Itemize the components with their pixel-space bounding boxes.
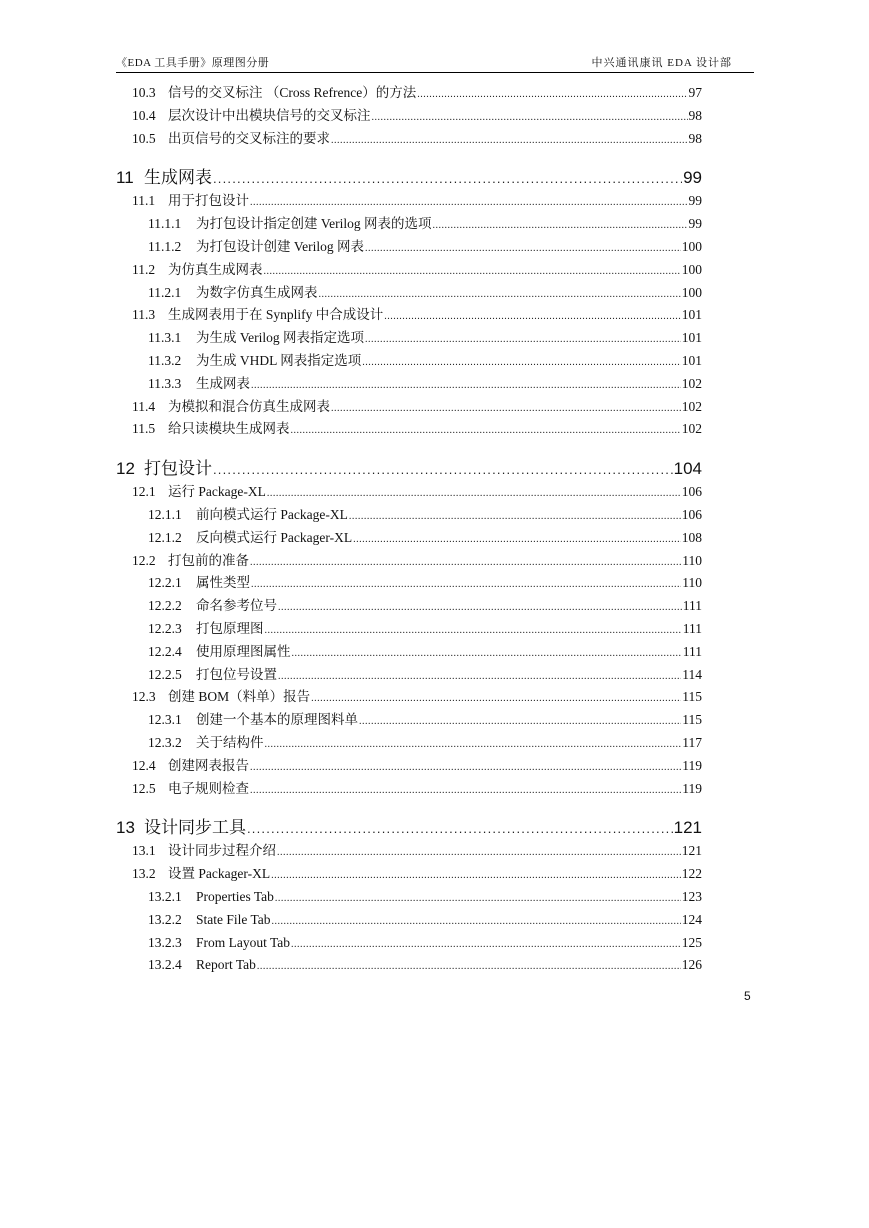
- toc-dot-leader: [417, 84, 687, 107]
- toc-dot-leader: [278, 666, 681, 689]
- toc-dot-leader: [257, 956, 681, 979]
- toc-entry-page: 106: [681, 506, 702, 522]
- toc-entry-page: 110: [682, 552, 702, 568]
- toc-dot-leader: [264, 261, 681, 284]
- toc-dot-leader: [271, 865, 681, 888]
- toc-dot-leader: [267, 483, 681, 506]
- toc-dot-leader: [277, 842, 681, 865]
- toc-entry-page: 125: [681, 934, 702, 950]
- toc-dot-leader: [251, 574, 681, 597]
- toc-entry-number: 11.3.3: [148, 375, 182, 391]
- toc-entry-number: 12.3: [132, 689, 156, 705]
- toc-entry[interactable]: [116, 550, 702, 573]
- toc-entry-page: 100: [681, 284, 702, 300]
- toc-entry-title: 创建网表报告: [168, 757, 249, 773]
- toc-dot-leader: [275, 888, 681, 911]
- toc-entry-title: 设置 Packager-XL: [168, 866, 271, 882]
- toc-entry-page: 117: [682, 734, 702, 750]
- toc-entry-page: 111: [682, 598, 702, 614]
- toc-entry-title: 打包位号设置: [196, 666, 277, 682]
- toc-dot-leader: [265, 734, 682, 757]
- toc-entry-title: 为生成 VHDL 网表指定选项: [196, 352, 362, 368]
- toc-entry-number: 12.2.1: [148, 575, 182, 591]
- toc-entry-title: 打包原理图: [196, 620, 264, 636]
- toc-entry-number: 11.1: [132, 193, 156, 209]
- toc-entry-page: 126: [681, 957, 702, 973]
- toc-entry-page: 100: [681, 261, 702, 277]
- toc-entry-title: 设计同步工具: [144, 818, 246, 838]
- toc-dot-leader: [331, 398, 681, 421]
- toc-dot-leader: [250, 757, 681, 780]
- toc-dot-leader: [331, 130, 688, 153]
- toc-dot-leader: [359, 711, 681, 734]
- toc-entry-number: 12.1: [132, 484, 156, 500]
- toc-entry-title: 为仿真生成网表: [168, 261, 263, 277]
- toc-entry-page: 119: [682, 780, 702, 796]
- toc-entry[interactable]: [116, 282, 702, 305]
- toc-dot-leader: [247, 817, 673, 841]
- toc-chapter-entry[interactable]: [116, 457, 702, 481]
- page-number: 5: [744, 989, 751, 1003]
- toc-dot-leader: [250, 192, 688, 215]
- toc-entry-page: 101: [681, 352, 702, 368]
- toc-entry-number: 11.1.2: [148, 238, 182, 254]
- toc-entry-title: 为数字仿真生成网表: [196, 284, 318, 300]
- toc-entry[interactable]: [116, 595, 702, 618]
- toc-entry-page: 106: [681, 484, 702, 500]
- toc-entry-number: 11.3.1: [148, 330, 182, 346]
- toc-dot-leader: [349, 506, 681, 529]
- toc-dot-leader: [384, 306, 680, 329]
- toc-entry[interactable]: [116, 304, 702, 327]
- toc-dot-leader: [213, 458, 673, 482]
- toc-entry-title: 运行 Package-XL: [168, 484, 266, 500]
- toc-entry-page: 98: [688, 107, 702, 123]
- toc-entry-page: 110: [682, 575, 702, 591]
- toc-dot-leader: [311, 688, 681, 711]
- toc-dot-leader: [250, 552, 681, 575]
- toc-entry-page: 104: [673, 459, 702, 479]
- toc-entry-number: 11: [116, 168, 134, 188]
- toc-entry[interactable]: [116, 618, 702, 641]
- toc-entry-page: 102: [681, 421, 702, 437]
- toc-entry-number: 12.2.2: [148, 598, 182, 614]
- toc-entry-title: 创建一个基本的原理图料单: [196, 712, 358, 728]
- toc-entry-title: 层次设计中出模块信号的交叉标注: [168, 107, 371, 123]
- toc-entry-page: 121: [673, 818, 702, 838]
- toc-entry[interactable]: [116, 686, 702, 709]
- toc-entry-title: 出页信号的交叉标注的要求: [168, 130, 330, 146]
- toc-entry-page: 101: [681, 307, 702, 323]
- toc-entry[interactable]: [116, 527, 702, 550]
- toc-entry-title: 为打包设计指定创建 Verilog 网表的选项: [196, 216, 432, 232]
- toc-entry-page: 121: [681, 843, 702, 859]
- toc-entry-page: 111: [682, 643, 702, 659]
- toc-dot-leader: [319, 284, 681, 307]
- toc-entry[interactable]: [116, 128, 702, 151]
- toc-entry[interactable]: [116, 572, 702, 595]
- toc-entry[interactable]: [116, 190, 702, 213]
- toc-dot-leader: [433, 215, 688, 238]
- toc-entry-number: 12.4: [132, 757, 156, 773]
- toc-entry-number: 10.4: [132, 107, 156, 123]
- toc-entry[interactable]: [116, 418, 702, 441]
- toc-entry[interactable]: [116, 886, 702, 909]
- page-header: [116, 52, 754, 73]
- toc-entry-title: Properties Tab: [196, 888, 274, 904]
- toc-dot-leader: [365, 329, 681, 352]
- toc-dot-leader: [272, 911, 681, 934]
- toc-entry-number: 11.5: [132, 421, 156, 437]
- toc-entry-title: 电子规则检查: [168, 780, 249, 796]
- toc-entry-title: 给只读模块生成网表: [168, 421, 290, 437]
- toc-entry-page: 114: [682, 666, 702, 682]
- toc-dot-leader: [278, 597, 682, 620]
- toc-entry-number: 12.2.5: [148, 666, 182, 682]
- toc-dot-leader: [213, 167, 682, 191]
- toc-entry-number: 13.2.4: [148, 957, 182, 973]
- toc-dot-leader: [362, 352, 681, 375]
- toc-chapter-entry[interactable]: [116, 166, 702, 190]
- toc-entry-title: 为生成 Verilog 网表指定选项: [196, 330, 364, 346]
- toc-entry-title: 为模拟和混合仿真生成网表: [168, 398, 330, 414]
- toc-entry[interactable]: [116, 259, 702, 282]
- toc-entry-title: 创建 BOM（料单）报告: [168, 689, 311, 705]
- toc-entry-number: 12.1.2: [148, 529, 182, 545]
- toc-dot-leader: [353, 529, 681, 552]
- toc-entry[interactable]: [116, 863, 702, 886]
- toc-entry-number: 11.3: [132, 307, 156, 323]
- toc-entry-number: 13.2.2: [148, 911, 182, 927]
- toc-entry[interactable]: [116, 396, 702, 419]
- toc-entry-number: 12.5: [132, 780, 156, 796]
- toc-entry-title: 打包设计: [144, 459, 212, 479]
- toc-entry-number: 12.3.1: [148, 712, 182, 728]
- toc-dot-leader: [372, 107, 688, 130]
- toc-entry-title: 命名参考位号: [196, 598, 277, 614]
- toc-dot-leader: [250, 780, 681, 803]
- toc-entry[interactable]: [116, 732, 702, 755]
- department-name: 中兴通讯康讯 EDA 设计部: [591, 57, 732, 69]
- toc-dot-leader: [265, 620, 682, 643]
- toc-entry-page: 102: [681, 375, 702, 391]
- toc-entry[interactable]: [116, 105, 702, 128]
- toc-entry-number: 12.2.4: [148, 643, 182, 659]
- toc-entry-title: 使用原理图属性: [196, 643, 291, 659]
- toc-dot-leader: [365, 238, 681, 261]
- toc-entry-title: 信号的交叉标注 （Cross Refrence）的方法: [168, 85, 417, 100]
- toc-dot-leader: [251, 375, 681, 398]
- toc-entry-title: State File Tab: [196, 911, 271, 927]
- toc-entry-number: 13.2.1: [148, 888, 182, 904]
- toc-entry[interactable]: [116, 755, 702, 778]
- toc-entry-title: 前向模式运行 Package-XL: [196, 506, 348, 522]
- toc-entry[interactable]: [116, 641, 702, 664]
- toc-entry-title: 生成网表用于在 Synplify 中合成设计: [168, 307, 384, 323]
- toc-entry-page: 122: [681, 866, 702, 882]
- toc-dot-leader: [291, 420, 681, 443]
- toc-entry-page: 115: [682, 689, 702, 705]
- toc-entry-number: 12.3.2: [148, 734, 182, 750]
- toc-entry-page: 102: [681, 398, 702, 414]
- toc-dot-leader: [291, 934, 681, 957]
- toc-dot-leader: [292, 643, 682, 666]
- toc-entry-page: 124: [681, 911, 702, 927]
- toc-entry-number: 13.1: [132, 843, 156, 859]
- toc-entry-number: 13.2.3: [148, 934, 182, 950]
- toc-entry-title: 关于结构件: [196, 734, 264, 750]
- toc-entry-title: 反向模式运行 Packager-XL: [196, 529, 353, 545]
- toc-entry-title: 生成网表: [144, 168, 212, 188]
- toc-entry-number: 12.1.1: [148, 506, 182, 522]
- toc-entry-title: 设计同步过程介绍: [168, 843, 276, 859]
- toc-entry-page: 123: [681, 888, 702, 904]
- toc-entry-number: 11.2: [132, 261, 156, 277]
- toc-entry[interactable]: [116, 213, 702, 236]
- toc-entry-number: 13.2: [132, 866, 156, 882]
- toc-entry-page: 100: [681, 238, 702, 254]
- toc-entry[interactable]: [116, 373, 702, 396]
- toc-chapter-entry[interactable]: [116, 816, 702, 840]
- toc-entry[interactable]: [116, 327, 702, 350]
- toc-entry-title: 属性类型: [196, 575, 250, 591]
- toc-entry-page: 99: [688, 193, 702, 209]
- toc-entry-page: 119: [682, 757, 702, 773]
- toc-entry-number: 12: [116, 459, 135, 479]
- toc-entry[interactable]: [116, 504, 702, 527]
- toc-entry-title: 打包前的准备: [168, 552, 249, 568]
- toc-entry-number: 10.3: [132, 85, 156, 100]
- toc-entry[interactable]: [116, 778, 702, 801]
- toc-entry[interactable]: [116, 954, 702, 977]
- toc-entry-number: 11.4: [132, 398, 156, 414]
- toc-entry-page: 108: [681, 529, 702, 545]
- toc-entry[interactable]: [116, 709, 702, 732]
- toc-entry[interactable]: [116, 840, 702, 863]
- document-title: 《EDA 工具手册》原理图分册: [116, 57, 270, 69]
- toc-entry-number: 12.2: [132, 552, 156, 568]
- toc-entry-title: Report Tab: [196, 957, 256, 973]
- toc-entry[interactable]: [116, 82, 702, 105]
- toc-entry-number: 12.2.3: [148, 620, 182, 636]
- toc-entry-page: 111: [682, 620, 702, 636]
- table-of-contents: [116, 82, 702, 977]
- toc-entry[interactable]: [116, 664, 702, 687]
- toc-entry[interactable]: [116, 236, 702, 259]
- toc-entry-number: 10.5: [132, 130, 156, 146]
- toc-entry-page: 98: [688, 130, 702, 146]
- toc-entry-title: From Layout Tab: [196, 934, 291, 950]
- toc-entry-page: 115: [682, 712, 702, 728]
- toc-entry-page: 101: [681, 330, 702, 346]
- toc-entry-number: 11.3.2: [148, 352, 182, 368]
- toc-entry-number: 11.1.1: [148, 216, 182, 232]
- toc-entry-page: 99: [688, 216, 702, 232]
- toc-entry[interactable]: [116, 350, 702, 373]
- toc-entry[interactable]: [116, 909, 702, 932]
- toc-entry-title: 为打包设计创建 Verilog 网表: [196, 238, 364, 254]
- toc-entry[interactable]: [116, 932, 702, 955]
- toc-entry-title: 用于打包设计: [168, 193, 249, 209]
- toc-entry-title: 生成网表: [196, 375, 250, 391]
- toc-entry[interactable]: [116, 481, 702, 504]
- toc-entry-number: 13: [116, 818, 135, 838]
- toc-entry-number: 11.2.1: [148, 284, 182, 300]
- toc-entry-page: 97: [688, 85, 702, 100]
- toc-entry-page: 99: [683, 168, 702, 188]
